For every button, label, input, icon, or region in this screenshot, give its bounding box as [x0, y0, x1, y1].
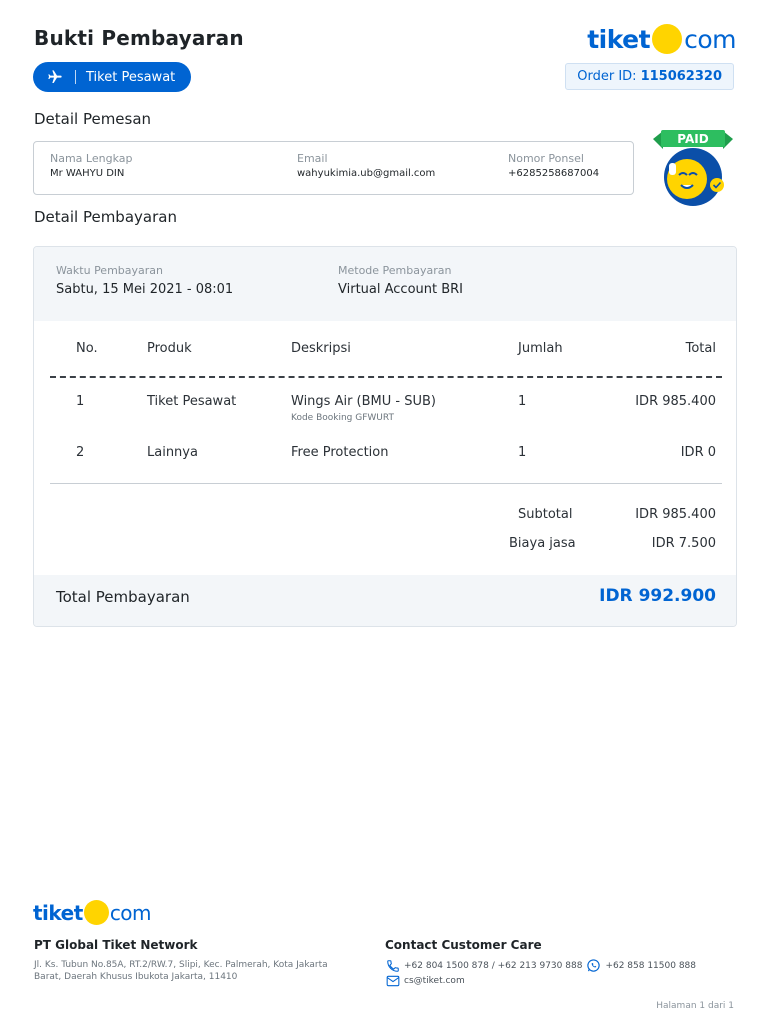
biaya-jasa-label: Biaya jasa [509, 536, 576, 551]
field-ponsel-label: Nomor Ponsel [508, 152, 584, 165]
product-type-pill [33, 62, 191, 92]
row1-deskripsi: Wings Air (BMU - SUB) [291, 394, 436, 409]
contact-phone[interactable]: +62 804 1500 878 / +62 213 9730 888 [404, 960, 583, 971]
col-header-total: Total [685, 341, 716, 356]
metode-label: Metode Pembayaran [338, 264, 452, 277]
row1-total: IDR 985.400 [635, 394, 716, 409]
page-title: Bukti Pembayaran [34, 26, 244, 50]
footer-logo-text-right: com [109, 900, 152, 925]
logo-text-left: tiket [587, 24, 651, 54]
row1-produk: Tiket Pesawat [147, 394, 237, 409]
row2-jumlah: 1 [518, 445, 527, 460]
paid-badge-icon [651, 127, 735, 207]
table-header-divider [50, 376, 722, 378]
mail-icon [386, 975, 400, 987]
contact-whatsapp[interactable]: +62 858 11500 888 [605, 960, 696, 971]
col-header-deskripsi: Deskripsi [291, 341, 351, 356]
total-pembayaran-value: IDR 992.900 [599, 586, 716, 606]
company-name: PT Global Tiket Network [34, 938, 198, 952]
field-email-value: wahyukimia.ub@gmail.com [297, 168, 436, 179]
order-id-value: 115062320 [640, 69, 722, 84]
field-ponsel-value: +6285258687004 [508, 168, 600, 179]
pembayaran-box [33, 246, 737, 627]
col-header-jumlah: Jumlah [518, 341, 563, 356]
total-pembayaran-label: Total Pembayaran [56, 588, 190, 606]
row2-produk: Lainnya [147, 445, 198, 460]
field-nama [50, 152, 132, 179]
metode-pembayaran [338, 264, 463, 297]
detail-pemesan-heading: Detail Pemesan [34, 110, 152, 128]
pill-divider [75, 70, 76, 84]
payment-info-band [34, 247, 736, 321]
row1-no: 1 [76, 394, 85, 409]
logo-dot-icon [652, 24, 682, 54]
waktu-value: Sabtu, 15 Mei 2021 - 08:01 [56, 282, 234, 297]
company-address: Jl. Ks. Tubun No.85A, RT.2/RW.7, Slipi, Kec. Palmerah, Kota Jakarta Barat, Daerah Khusus Ibukota Jakarta, 11410 [34, 960, 328, 982]
order-id-box [565, 63, 734, 90]
pill-label: Tiket Pesawat [86, 69, 176, 85]
whatsapp-icon [586, 958, 601, 973]
col-header-produk: Produk [147, 341, 192, 356]
pemesan-box [33, 141, 634, 195]
row1-kode-booking: Kode Booking GFWURT [291, 413, 394, 423]
contact-phone-row [386, 958, 696, 973]
col-header-no: No. [76, 341, 98, 356]
table-footer-divider [50, 483, 722, 484]
footer-logo-dot-icon [84, 900, 109, 925]
logo-text-right: com [684, 24, 736, 54]
row2-no: 2 [76, 445, 85, 460]
biaya-jasa-value: IDR 7.500 [651, 536, 716, 551]
contact-heading: Contact Customer Care [385, 938, 542, 952]
airplane-icon [47, 69, 63, 85]
order-id-label: Order ID: [577, 69, 637, 84]
waktu-pembayaran [56, 264, 233, 297]
row2-deskripsi: Free Protection [291, 445, 389, 460]
subtotal-value: IDR 985.400 [635, 507, 716, 522]
waktu-label: Waktu Pembayaran [56, 264, 163, 277]
field-nama-value: Mr WAHYU DIN [50, 168, 125, 179]
phone-icon [386, 959, 400, 973]
subtotal-label: Subtotal [518, 507, 573, 522]
detail-pembayaran-heading: Detail Pembayaran [34, 208, 177, 226]
total-pembayaran-row [34, 575, 736, 627]
row2-total: IDR 0 [680, 445, 716, 460]
field-email-label: Email [297, 152, 328, 165]
footer-tiket-logo[interactable] [33, 900, 151, 925]
field-nama-label: Nama Lengkap [50, 152, 133, 165]
metode-value: Virtual Account BRI [338, 282, 464, 297]
paid-badge-text: PAID [677, 132, 709, 146]
contact-email-row [386, 975, 465, 987]
row1-jumlah: 1 [518, 394, 527, 409]
tiket-logo[interactable] [587, 24, 736, 54]
contact-email[interactable]: cs@tiket.com [404, 976, 465, 986]
footer-logo-text-left: tiket [33, 900, 83, 925]
field-ponsel [508, 152, 599, 179]
page-number: Halaman 1 dari 1 [656, 1001, 734, 1011]
field-email [297, 152, 435, 179]
